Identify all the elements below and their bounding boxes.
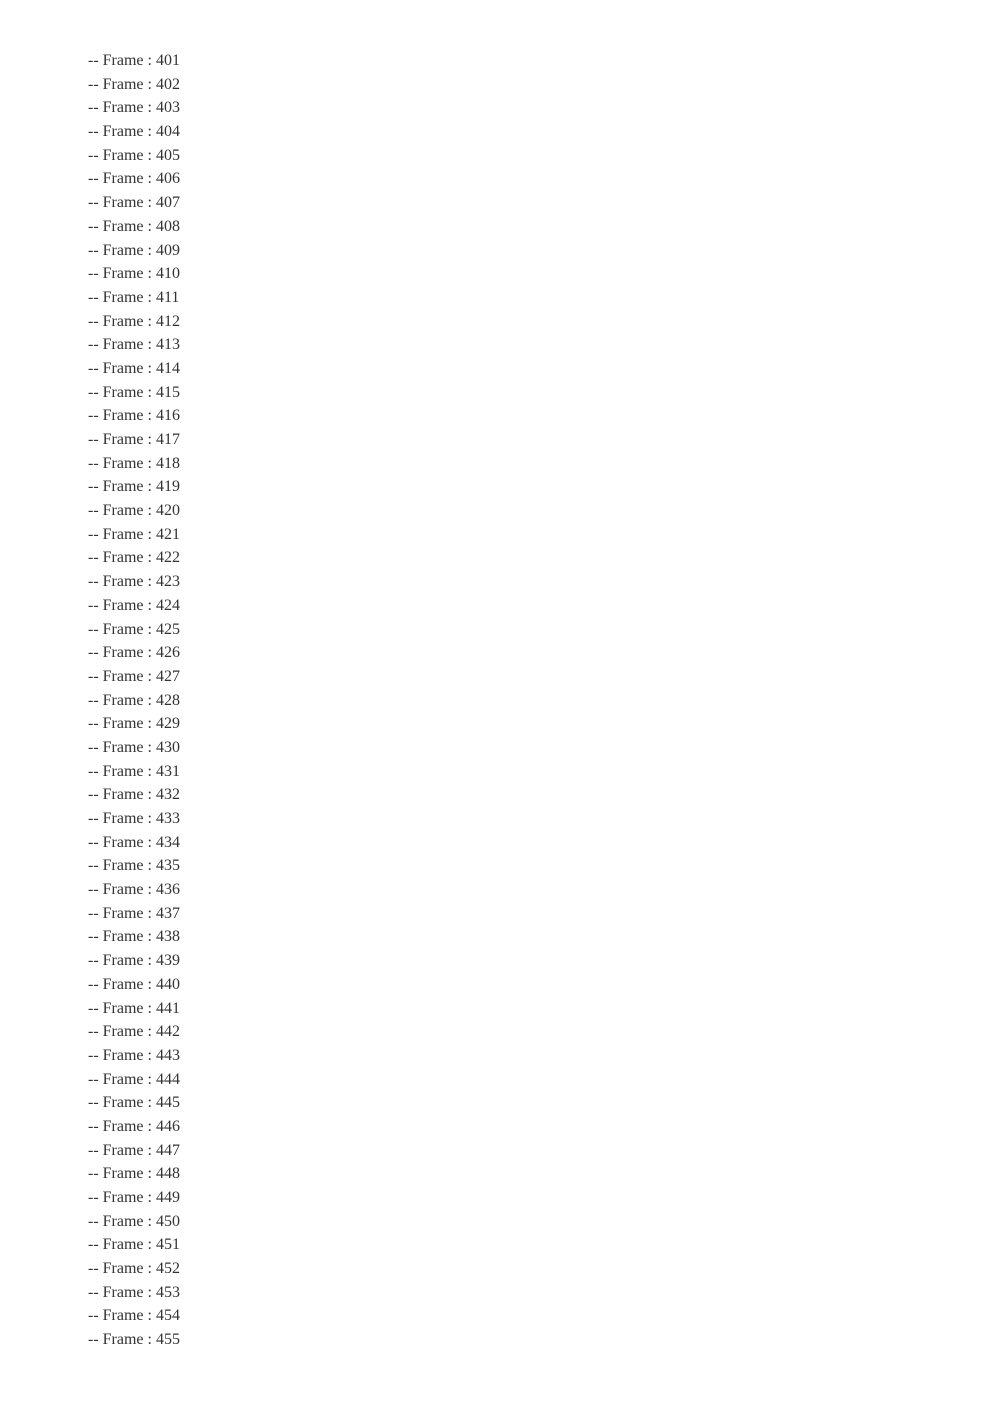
log-line: -- Frame : 433 (88, 810, 180, 827)
log-line: -- Frame : 452 (88, 1260, 180, 1278)
log-line: -- Frame : 406 (88, 170, 180, 188)
log-line: -- Frame : 418 (88, 454, 180, 472)
log-line: -- Frame : 432 (88, 786, 180, 804)
log-line: -- Frame : 426 (88, 644, 180, 662)
log-line: -- Frame : 449 (88, 1189, 180, 1206)
log-line: -- Frame : 422 (88, 549, 180, 567)
log-line: -- Frame : 420 (88, 502, 180, 520)
log-line: -- Frame : 428 (88, 691, 180, 709)
log-line: -- Frame : 438 (88, 928, 180, 946)
log-line: -- Frame : 417 (88, 431, 180, 448)
log-line: -- Frame : 434 (88, 833, 180, 851)
log-line: -- Frame : 415 (88, 383, 180, 401)
log-line: -- Frame : 453 (88, 1283, 180, 1301)
log-line: -- Frame : 436 (88, 881, 180, 899)
log-line: -- Frame : 405 (88, 146, 180, 164)
log-line: -- Frame : 440 (88, 975, 180, 993)
log-line: -- Frame : 443 (88, 1046, 180, 1064)
log-line: -- Frame : 404 (88, 123, 180, 141)
log-line: -- Frame : 410 (88, 265, 180, 283)
log-line: -- Frame : 439 (88, 952, 180, 970)
log-line: -- Frame : 409 (88, 241, 180, 259)
log-line: -- Frame : 411 (88, 288, 180, 306)
log-line: -- Frame : 447 (88, 1141, 180, 1159)
log-line: -- Frame : 448 (88, 1165, 180, 1183)
log-line: -- Frame : 403 (88, 99, 180, 117)
log-line: -- Frame : 444 (88, 1070, 180, 1088)
log-line: -- Frame : 445 (88, 1094, 180, 1112)
log-line: -- Frame : 451 (88, 1236, 180, 1254)
log-line: -- Frame : 412 (88, 312, 180, 330)
log-line: -- Frame : 454 (88, 1307, 180, 1325)
log-line: -- Frame : 455 (88, 1331, 180, 1349)
log-line: -- Frame : 407 (88, 194, 180, 212)
frame-log (88, 49, 180, 1352)
log-line: -- Frame : 435 (88, 857, 180, 875)
log-line: -- Frame : 429 (88, 715, 180, 733)
log-line: -- Frame : 450 (88, 1212, 180, 1230)
log-line: -- Frame : 401 (88, 52, 180, 69)
log-line: -- Frame : 413 (88, 336, 180, 354)
log-line: -- Frame : 419 (88, 478, 180, 496)
log-line: -- Frame : 414 (88, 359, 180, 377)
log-line: -- Frame : 446 (88, 1117, 180, 1135)
log-line: -- Frame : 441 (88, 999, 180, 1017)
log-line: -- Frame : 430 (88, 738, 180, 756)
log-line: -- Frame : 416 (88, 407, 180, 425)
log-line: -- Frame : 427 (88, 667, 180, 685)
log-line: -- Frame : 402 (88, 75, 180, 93)
log-line: -- Frame : 425 (88, 620, 180, 638)
log-line: -- Frame : 421 (88, 525, 180, 543)
log-line: -- Frame : 431 (88, 762, 180, 780)
log-line: -- Frame : 442 (88, 1023, 180, 1041)
log-line: -- Frame : 423 (88, 573, 180, 591)
log-line: -- Frame : 408 (88, 217, 180, 235)
log-line: -- Frame : 437 (88, 904, 180, 922)
log-line: -- Frame : 424 (88, 596, 180, 614)
